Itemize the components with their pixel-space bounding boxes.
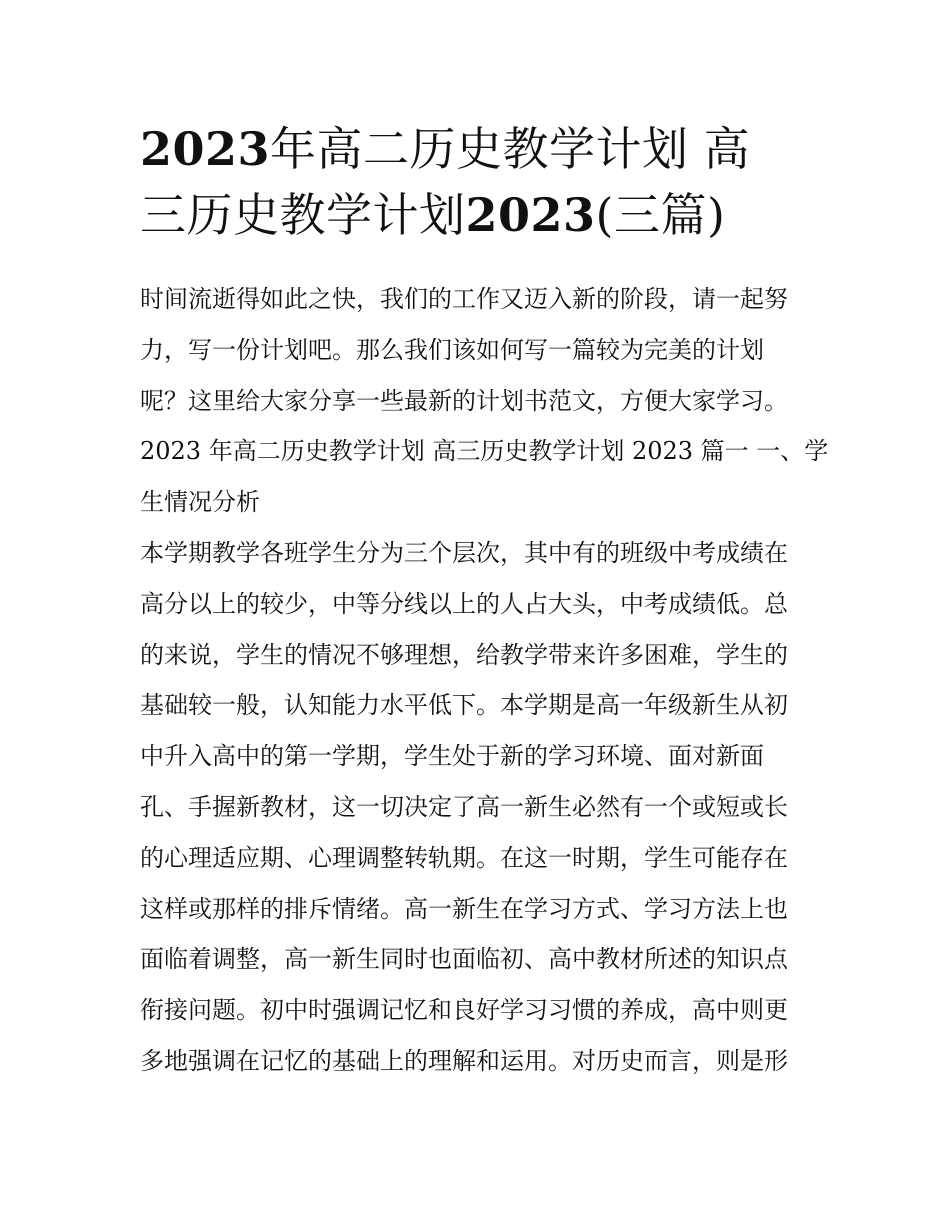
text-line: 力，写一份计划吧。那么我们该如何写一篇较为完美的计划 xyxy=(140,335,764,364)
text-line: 中升入高中的第一学期，学生处于新的学习环境、面对新面 xyxy=(140,742,764,771)
title-suffix: (三篇) xyxy=(595,188,726,242)
text-line: 多地强调在记忆的基础上的理解和运用。对历史而言，则是形 xyxy=(140,1046,788,1075)
document-body xyxy=(140,274,829,1087)
paragraph-student-analysis xyxy=(140,528,820,1087)
title-text-2: 三历史教学计划 xyxy=(140,188,466,242)
text-line: 高分以上的较少，中等分线以上的人占大头，中考成绩低。总 xyxy=(140,589,788,618)
title-line-2 xyxy=(140,182,820,248)
text-line: 孔、手握新教材，这一切决定了高一新生必然有一个或短或长 xyxy=(140,792,788,821)
title-year-1: 2023 xyxy=(140,122,271,176)
text-line: 2023 年高二历史教学计划 高三历史教学计划 2023 篇一 一、学 xyxy=(140,437,829,466)
document-title xyxy=(140,116,820,248)
text-line: 基础较一般，认知能力水平低下。本学期是高一年级新生从初 xyxy=(140,691,788,720)
text-line: 衔接问题。初中时强调记忆和良好学习习惯的养成，高中则更 xyxy=(140,996,788,1025)
text-line: 本学期教学各班学生分为三个层次，其中有的班级中考成绩在 xyxy=(140,538,788,567)
paragraph-intro xyxy=(140,274,829,528)
text-line: 的来说，学生的情况不够理想，给教学带来许多困难，学生的 xyxy=(140,640,788,669)
title-year-2: 2023 xyxy=(465,188,596,242)
text-line: 的心理适应期、心理调整转轨期。在这一时期，学生可能存在 xyxy=(140,843,788,872)
text-line: 面临着调整，高一新生同时也面临初、高中教材所述的知识点 xyxy=(140,945,788,974)
text-line: 时间流逝得如此之快，我们的工作又迈入新的阶段，请一起努 xyxy=(140,285,788,313)
text-line: 这样或那样的排斥情绪。高一新生在学习方式、学习方法上也 xyxy=(140,894,788,923)
title-text-1: 年高二历史教学计划 高 xyxy=(270,122,751,176)
text-line: 生情况分析 xyxy=(140,488,260,517)
title-line-1 xyxy=(140,116,820,182)
text-line: 呢？这里给大家分享一些最新的计划书范文，方便大家学习。 xyxy=(140,386,788,415)
